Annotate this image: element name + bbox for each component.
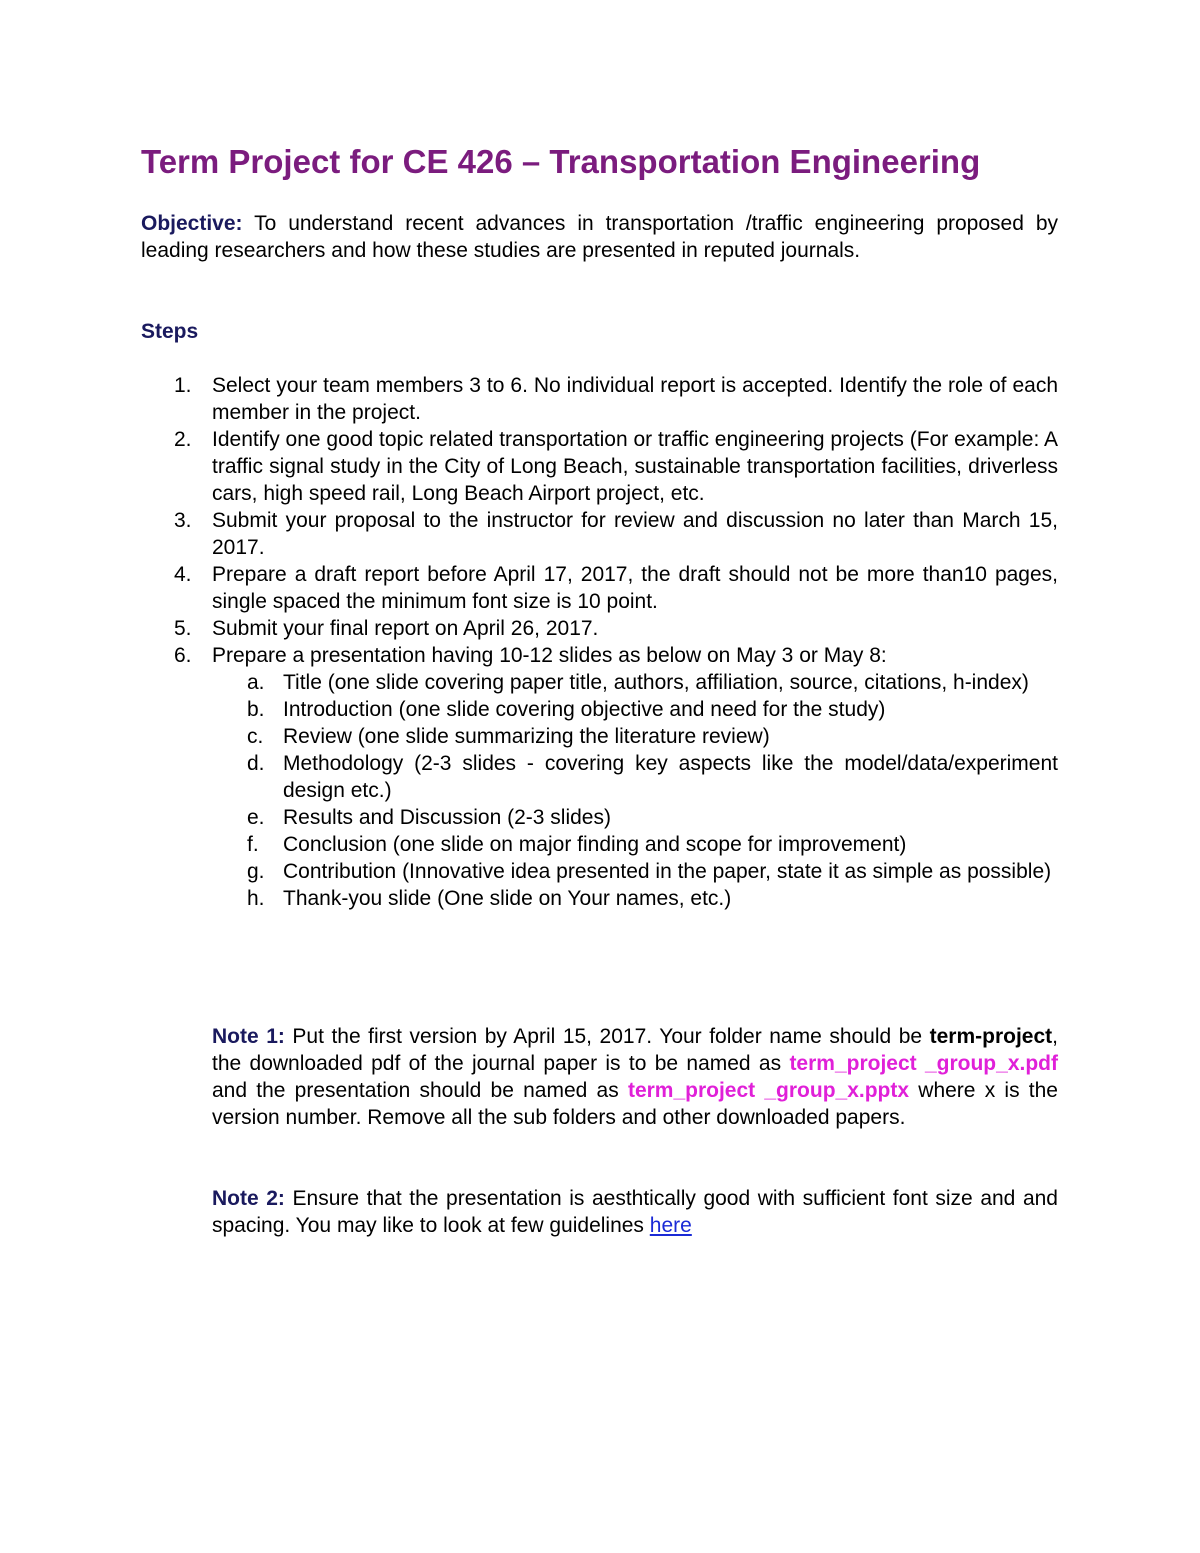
substep-letter: f. <box>247 833 259 856</box>
presentation-slides-list <box>212 669 1058 912</box>
substep-letter: d. <box>247 752 265 775</box>
substep-text: Thank-you slide (One slide on Your names, etc.) <box>283 887 732 910</box>
substep-letter: h. <box>247 887 265 910</box>
substep-item <box>212 885 1058 912</box>
note-2 <box>212 1185 1058 1239</box>
step-item <box>141 507 1058 561</box>
pptx-filename: term_project _group_x.pptx <box>627 1079 910 1102</box>
substep-text: Introduction (one slide covering objective and need for the study) <box>283 698 886 721</box>
step-item <box>141 642 1058 912</box>
steps-heading: Steps <box>141 320 199 343</box>
substep-text: Title (one slide covering paper title, authors, affiliation, source, citations, h-index) <box>283 671 1029 694</box>
step-text: Select your team members 3 to 6. No individual report is accepted. Identify the role of each member in the project. <box>212 374 1058 424</box>
substep-item <box>212 750 1058 804</box>
substep-item <box>212 831 1058 858</box>
step-number: 1. <box>174 374 192 397</box>
substep-item <box>212 696 1058 723</box>
substep-letter: g. <box>247 860 265 883</box>
step-text: Prepare a presentation having 10-12 slides as below on May 3 or May 8: <box>212 644 887 667</box>
step-item <box>141 561 1058 615</box>
guidelines-link[interactable]: here <box>649 1214 692 1237</box>
substep-text: Conclusion (one slide on major finding and scope for improvement) <box>283 833 907 856</box>
note-1-label: Note 1: <box>212 1025 285 1048</box>
substep-text: Results and Discussion (2-3 slides) <box>283 806 611 829</box>
step-item <box>141 615 1058 642</box>
page-title: Term Project for CE 426 – Transportation Engineering <box>141 143 981 180</box>
step-text: Submit your final report on April 26, 2017. <box>212 617 599 640</box>
step-text: Identify one good topic related transportation or traffic engineering projects (For example: A traffic signal study in the City of Long Beach, sustainable transportation facilities, driverless cars, high speed rail, Long Beach Airport project, etc. <box>212 428 1058 505</box>
substep-item <box>212 804 1058 831</box>
substep-letter: b. <box>247 698 265 721</box>
substep-text: Contribution (Innovative idea presented in the paper, state it as simple as possible) <box>283 860 1052 883</box>
folder-name: term-project <box>929 1025 1053 1048</box>
step-text: Prepare a draft report before April 17, 2017, the draft should not be more than10 pages, single spaced the minimum font size is 10 point. <box>212 563 1058 613</box>
note-2-text: Ensure that the presentation is aesthtically good with sufficient font size and and spacing. You may like to look at few guidelines <box>212 1187 1058 1237</box>
pdf-filename: term_project _group_x.pdf <box>789 1052 1058 1075</box>
substep-item <box>212 858 1058 885</box>
step-number: 3. <box>174 509 192 532</box>
substep-text: Methodology (2-3 slides - covering key aspects like the model/data/experiment design etc.) <box>283 752 1058 802</box>
substep-letter: c. <box>247 725 264 748</box>
step-item <box>141 426 1058 507</box>
step-item <box>141 372 1058 426</box>
step-number: 4. <box>174 563 192 586</box>
substep-item <box>212 723 1058 750</box>
substep-text: Review (one slide summarizing the literature review) <box>283 725 770 748</box>
note-1 <box>212 1023 1058 1131</box>
step-number: 2. <box>174 428 192 451</box>
note-1-text: and the presentation should be named as <box>212 1079 628 1102</box>
step-text: Submit your proposal to the instructor for review and discussion no later than March 15, 2017. <box>212 509 1058 559</box>
substep-letter: e. <box>247 806 265 829</box>
objective-text: To understand recent advances in transportation /traffic engineering proposed by leading researchers and how these studies are presented in reputed journals. <box>141 212 1058 262</box>
substep-letter: a. <box>247 671 265 694</box>
note-1-text: where x is the version number. Remove all the sub folders and other downloaded papers. <box>212 1079 1058 1129</box>
steps-list <box>141 372 1058 912</box>
objective-label: Objective: <box>141 212 243 235</box>
step-number: 6. <box>174 644 192 667</box>
step-number: 5. <box>174 617 192 640</box>
note-1-text: , the downloaded pdf of the journal paper is to be named as <box>212 1025 1058 1075</box>
note-1-text: Put the first version by April 15, 2017. Your folder name should be <box>284 1025 930 1048</box>
note-2-label: Note 2: <box>212 1187 285 1210</box>
objective-paragraph <box>141 210 1058 264</box>
substep-item <box>212 669 1058 696</box>
